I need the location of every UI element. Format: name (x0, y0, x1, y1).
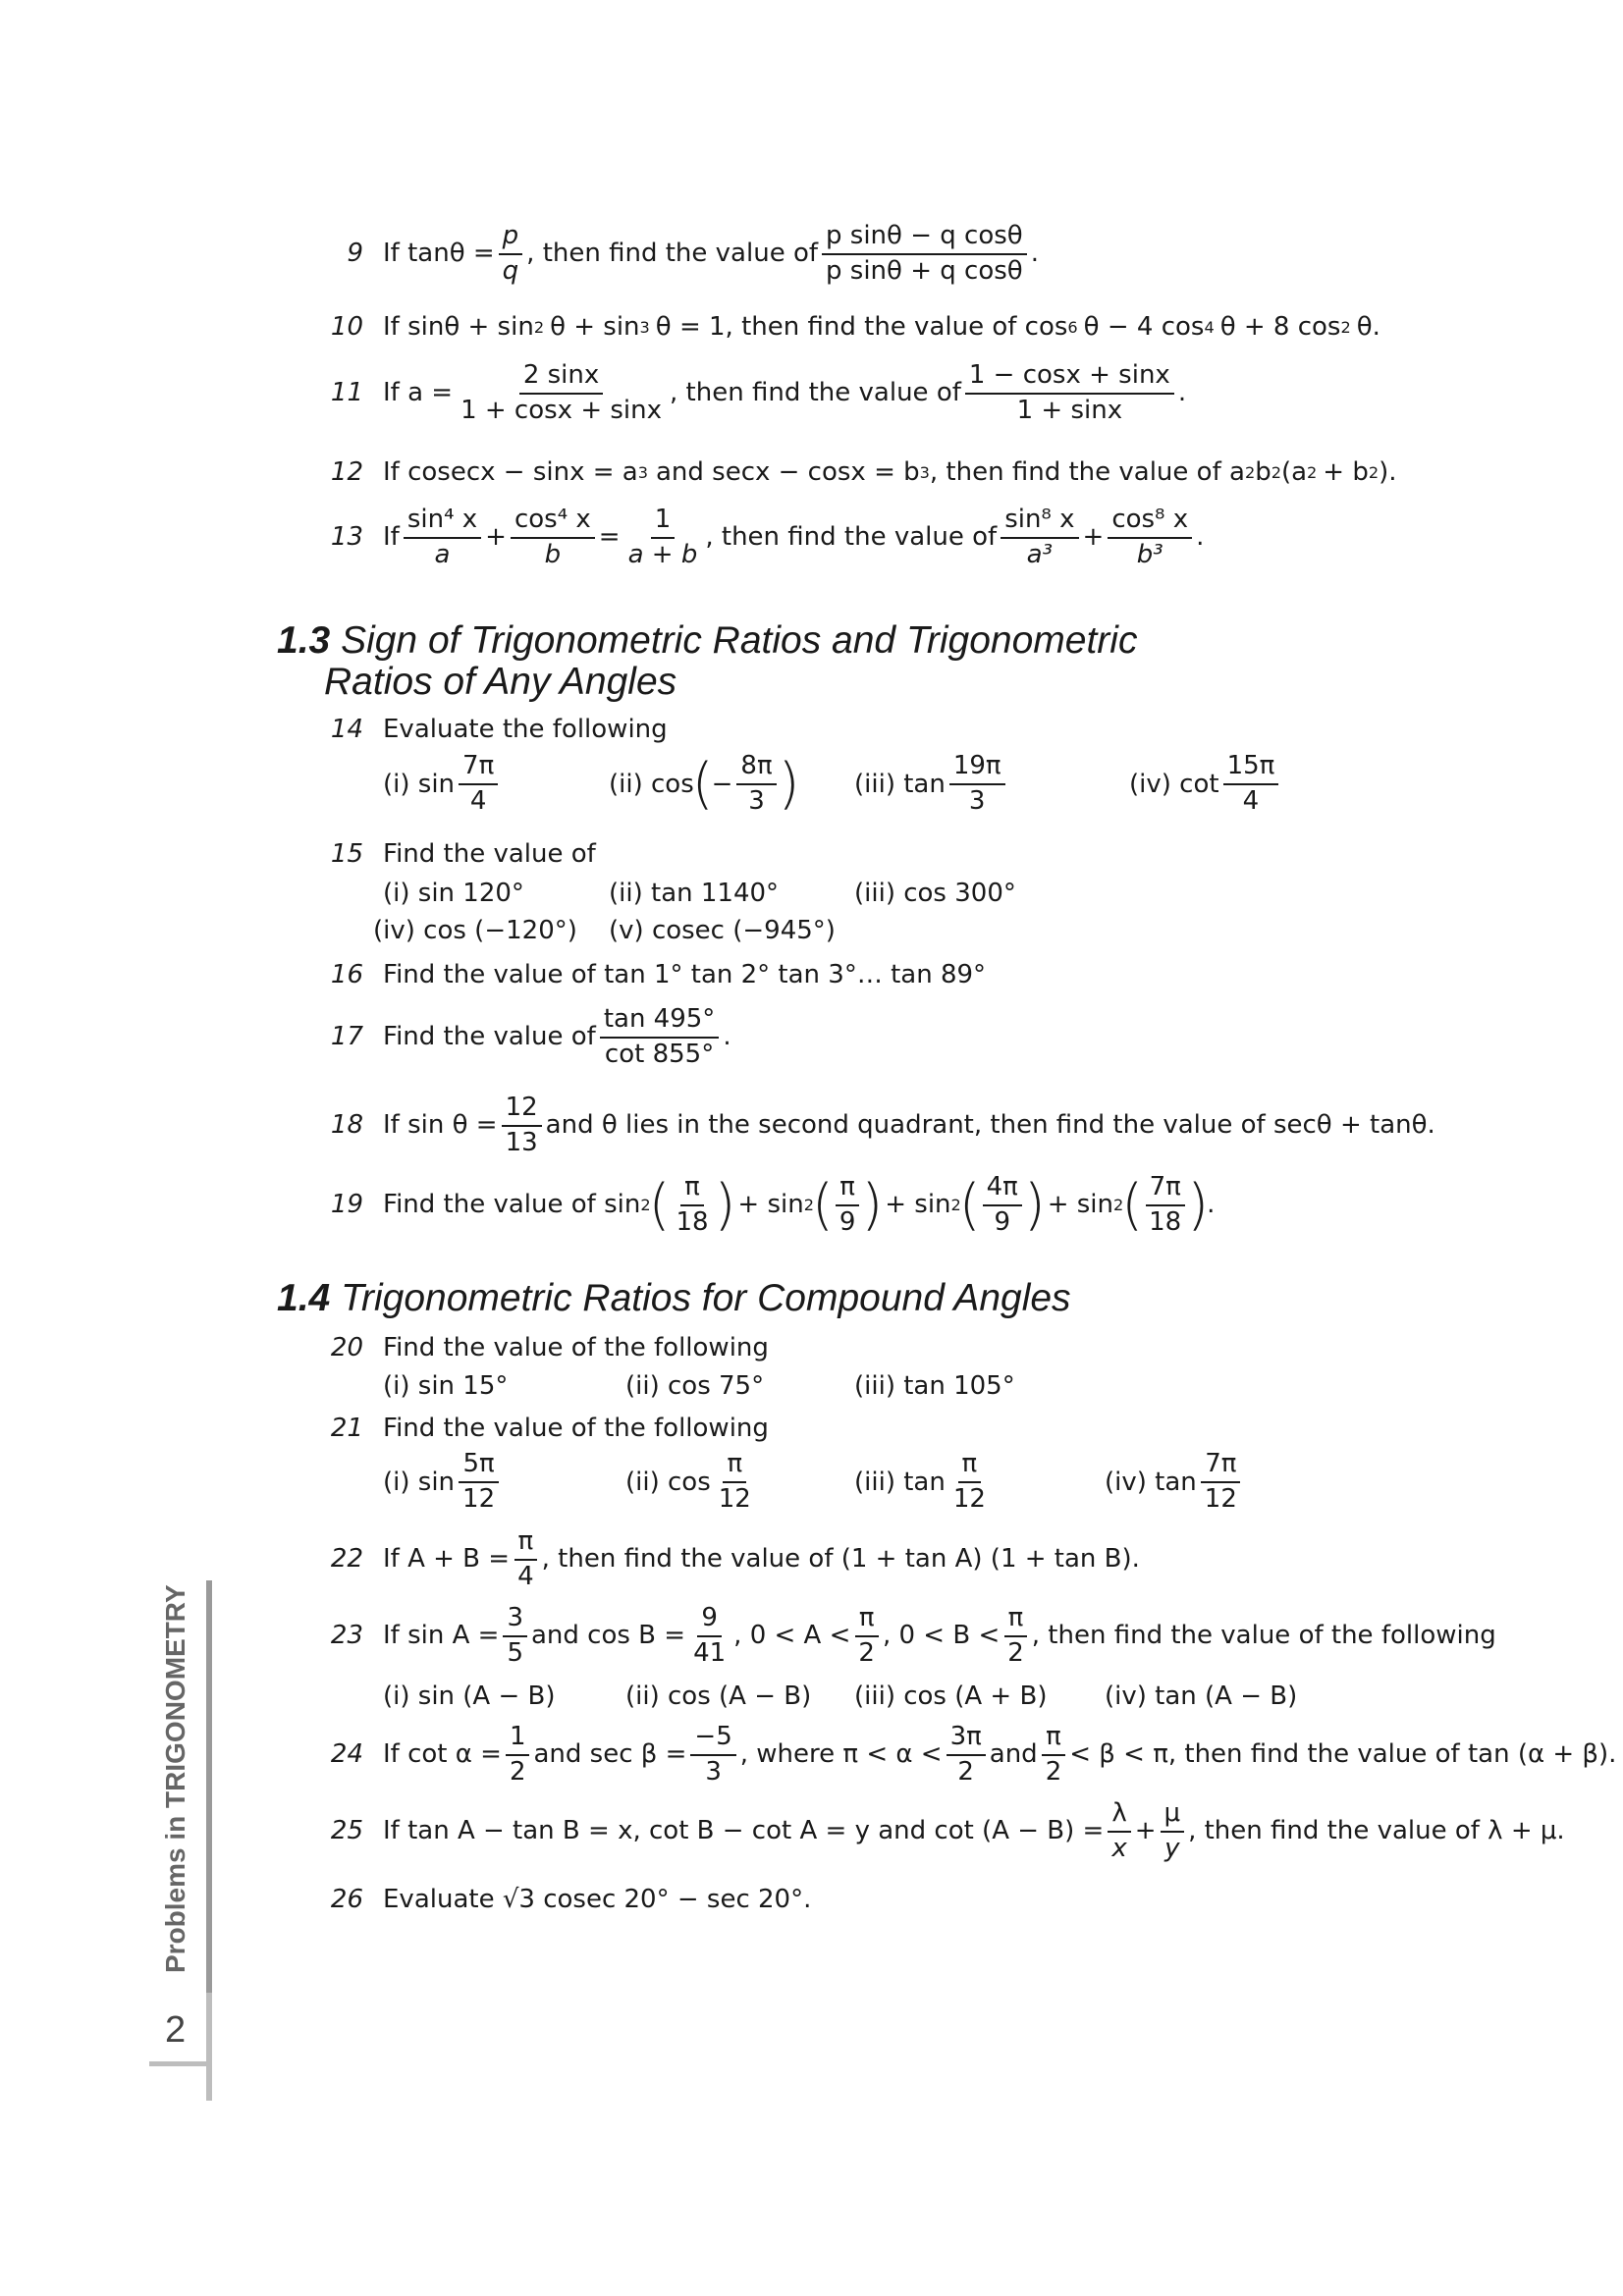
question-25: 25 If tan A − tan B = x, cot B − cot A = y and cot (A − B) = $\frac{\lambda}{x}$ + $\frac{\mu}{y}$ , then find the value of λ + μ. (312, 1799, 1565, 1864)
question-13: 13 If $\frac{\text{sin⁴ x}}{a}$ + $\frac{\text{cos⁴ x}}{b}$ = $\frac{1}{a + b}$ , then find the value of $\frac{\text{sin⁸ x}}{\text{a³}}$ + $\frac{\text{cos⁸ x}}{\text{b³}}$ . (312, 506, 1204, 570)
question-16: 16 Find the value of tan 1° tan 2° tan 3°… tan 89° (312, 960, 986, 990)
fraction: $\frac{\text{cos⁸ x}}{\text{b³}}$ (1108, 506, 1192, 570)
fraction: $\frac{\tan 495^\circ}{\cot 855^\circ}$ (600, 1005, 720, 1070)
corner-mark (206, 1993, 212, 2101)
fraction: $\frac{\text{sin⁴ x}}{a}$ (404, 506, 481, 570)
question-19: 19 Find the value of sin 2 ( $\frac{\pi}{18}$ ) + sin 2 ( $\frac{\pi}{9}$ ) + sin 2 ( $\frac{4\pi}{9}$ ) + sin 2 ( $\frac{7\pi}{18}$ ) . (312, 1173, 1215, 1238)
question-number: 13 (330, 522, 363, 553)
question-number: 11 (330, 378, 363, 408)
question-number: 24 (330, 1739, 363, 1770)
question-9: 9 If tanθ = $\frac{p}{q}$ , then find the value of $\frac{\text{p sinθ − q cosθ}}{\text{p sinθ + q cosθ}}$ . (312, 222, 1039, 287)
question-23: 23 If sin A = $\frac{3}{5}$ and cos B = $\frac{9}{41}$ , 0 < A < $\frac{\pi}{2}$ , 0 < B < $\frac{\pi}{2}$ , then find the value of the following (312, 1604, 1496, 1669)
question-number: 12 (330, 457, 363, 487)
fraction: $\frac{12}{13}$ (502, 1094, 542, 1158)
section-heading: 1.3 Sign of Trigonometric Ratios and Trigonometric (277, 619, 1138, 662)
q15-part-iv: (iv) cos (−120°) (373, 916, 577, 945)
question-number: 25 (330, 1816, 363, 1846)
question-number: 21 (330, 1414, 363, 1443)
q15-part-iii: (iii) cos 300° (854, 879, 1016, 908)
fraction: $\frac{\pi}{4}$ (514, 1527, 538, 1592)
q20-part-ii: (ii) cos 75° (625, 1371, 765, 1401)
q21-part-i: (i) sin $\frac{5\pi}{12}$ (383, 1450, 503, 1515)
corner-mark (149, 2061, 212, 2066)
q23-part-i: (i) sin (A − B) (383, 1682, 556, 1711)
question-number: 9 (347, 239, 363, 269)
q21-part-iv: (iv) tan $\frac{7\pi}{12}$ (1105, 1450, 1245, 1515)
q23-part-ii: (ii) cos (A − B) (625, 1682, 812, 1711)
question-number: 23 (330, 1621, 363, 1651)
fraction: $\frac{\text{sin⁸ x}}{\text{a³}}$ (1001, 506, 1078, 570)
q21-part-ii: (ii) cos $\frac{\pi}{12}$ (625, 1449, 751, 1514)
fraction: $\frac{\text{p sinθ − q cosθ}}{\text{p sinθ + q cosθ}}$ (822, 222, 1027, 287)
fraction: $\frac{1 - \cos x + \sin x}{1 + \sin x}$ (965, 361, 1174, 426)
question-20: 20 Find the value of the following (312, 1333, 769, 1363)
q15-part-i: (i) sin 120° (383, 879, 524, 908)
question-number: 18 (330, 1110, 363, 1141)
question-11: 11 If a = $\frac{2 \sin x}{1 + \cos x + \sin x}$ , then find the value of $\frac{1 - \cos x + \sin x}{1 + \sin x}$ . (312, 361, 1186, 426)
q23-part-iv: (iv) tan (A − B) (1105, 1682, 1298, 1711)
side-rule (206, 1580, 212, 1993)
question-21: 21 Find the value of the following (312, 1414, 769, 1444)
q14-part-iv: (iv) cot $\frac{15\pi}{4}$ (1129, 752, 1282, 817)
question-number: 16 (330, 960, 363, 989)
question-24: 24 If cot α = $\frac{1}{2}$ and sec β = $\frac{-5}{3}$ , where π < α < $\frac{3\pi}{2}$ and $\frac{\pi}{2}$ < β < π, then find the value of tan (α + β). (312, 1723, 1616, 1788)
fraction: $\frac{1}{a + b}$ (627, 505, 698, 569)
question-22: 22 If A + B = $\frac{\pi}{4}$ , then find the value of (1 + tan A) (1 + tan B). (312, 1527, 1140, 1592)
question-12: 12 If cosecx − sinx = a 3 and secx − cosx = b 3 , then find the value of a 2 b 2 (a 2 + b 2 ). (312, 457, 1397, 488)
q14-part-ii: (ii) cos ( − $\frac{8\pi}{3}$ ) (609, 751, 800, 816)
question-17: 17 Find the value of $\frac{\tan 495^\circ}{\cot 855^\circ}$ . (312, 1005, 731, 1070)
book-title-side: Problems in TRIGONOMETRY (160, 1584, 190, 1973)
question-number: 20 (330, 1333, 363, 1362)
question-18: 18 If sin θ = $\frac{12}{13}$ and θ lies in the second quadrant, then find the value of secθ + tanθ. (312, 1094, 1435, 1158)
question-26: 26 Evaluate √3 cosec 20° − sec 20°. (312, 1885, 811, 1915)
question-number: 26 (330, 1885, 363, 1914)
question-number: 19 (330, 1190, 363, 1220)
q20-part-iii: (iii) tan 105° (854, 1371, 1015, 1401)
q15-part-v: (v) cosec (−945°) (609, 916, 836, 945)
fraction: $\frac{p}{q}$ (499, 222, 523, 287)
q15-part-ii: (ii) tan 1140° (609, 879, 780, 908)
section-heading: 1.4 Trigonometric Ratios for Compound Angles (277, 1277, 1071, 1319)
q14-part-iii: (iii) tan $\frac{19\pi}{3}$ (854, 752, 1009, 817)
fraction: $\frac{\text{cos⁴ x}}{b}$ (511, 506, 595, 570)
question-number: 22 (330, 1544, 363, 1575)
question-number: 15 (330, 839, 363, 869)
q14-part-i: (i) sin $\frac{7\pi}{4}$ (383, 752, 502, 817)
question-number: 10 (330, 312, 363, 342)
section-heading-line2: Ratios of Any Angles (324, 661, 677, 703)
question-10: 10 If sinθ + sin 2 θ + sin 3 θ = 1, then find the value of cos 6 θ − 4 cos 4 θ + 8 cos 2 θ. (312, 312, 1380, 343)
q23-part-iii: (iii) cos (A + B) (854, 1682, 1048, 1711)
question-number: 14 (330, 715, 363, 744)
fraction: $\frac{2 \sin x}{1 + \cos x + \sin x}$ (460, 360, 663, 425)
question-14: 14 Evaluate the following (312, 715, 668, 745)
q20-part-i: (i) sin 15° (383, 1371, 509, 1401)
question-number: 17 (330, 1022, 363, 1052)
q21-part-iii: (iii) tan $\frac{\pi}{12}$ (854, 1449, 986, 1514)
page-number: 2 (165, 2009, 187, 2051)
question-15: 15 Find the value of (312, 839, 596, 870)
